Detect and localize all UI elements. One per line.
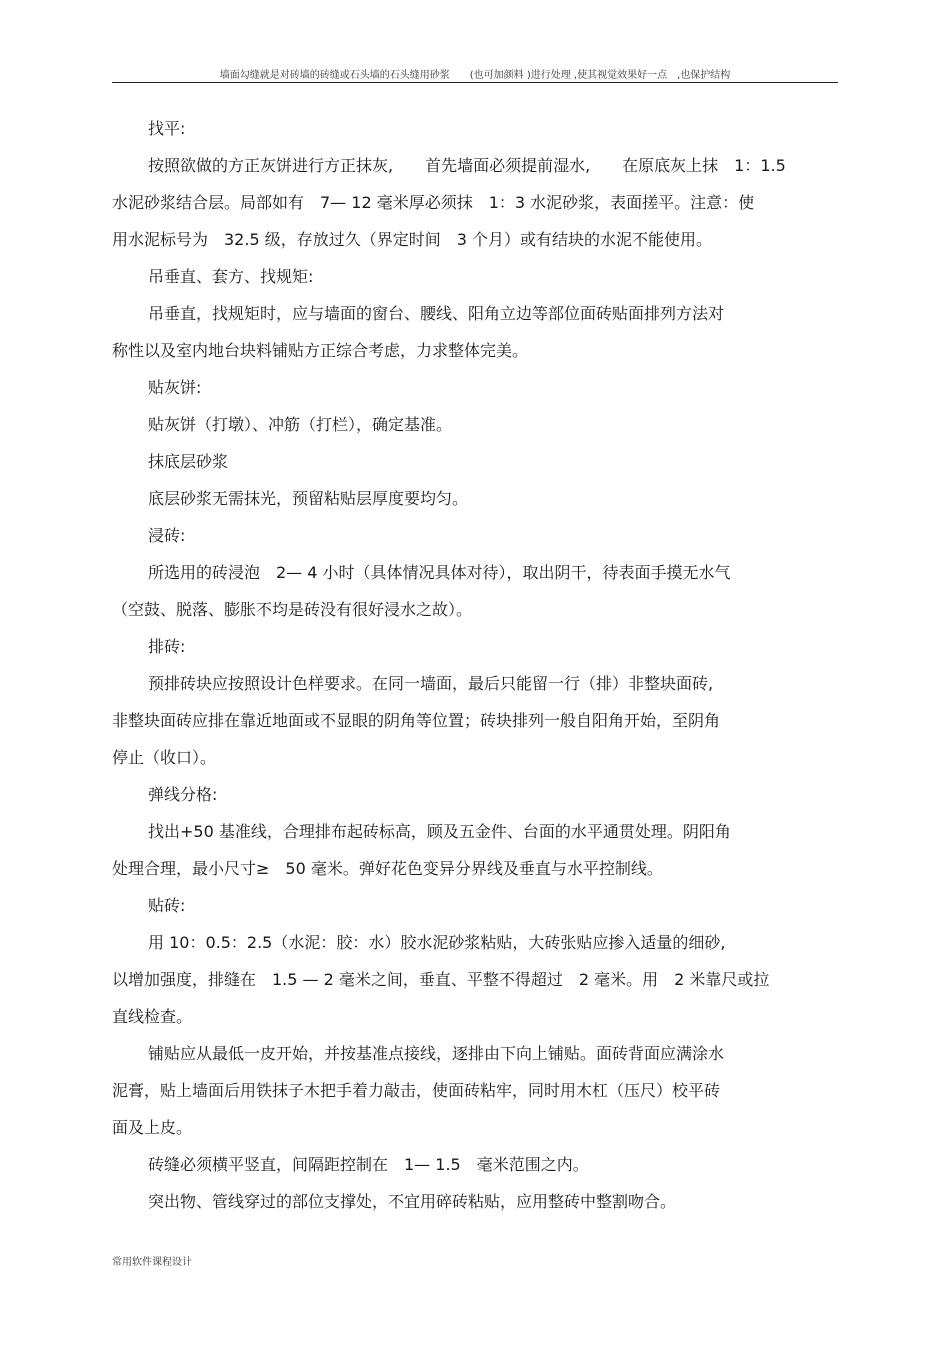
header-divider	[112, 82, 838, 83]
body-text-line: 面及上皮。	[112, 1118, 193, 1137]
document-body	[112, 110, 838, 1220]
body-text-line: 所选用的砖浸泡 2— 4 小时（具体情况具体对待），取出阴干，待表面手摸无水气	[148, 563, 731, 582]
body-text-line: 铺贴应从最低一皮开始，并按基准点接线，逐排由下向上铺贴。面砖背面应满涂水	[148, 1044, 725, 1063]
body-text-line: 用水泥标号为 32.5 级，存放过久（界定时间 3 个月）或有结块的水泥不能使用。	[112, 230, 712, 249]
body-text-line: 找平:	[148, 119, 186, 138]
body-text-line: 抹底层砂浆	[148, 452, 229, 471]
body-text-line: 贴灰饼（打墩）、冲筋（打栏），确定基准。	[148, 415, 453, 434]
body-text-line: 停止（收口）。	[112, 748, 217, 767]
body-text-line: 非整块面砖应排在靠近地面或不显眼的阴角等位置；砖块排列一般自阳角开始，至阴角	[112, 711, 721, 730]
body-text-line: （空鼓、脱落、膨胀不均是砖没有很好浸水之故）。	[112, 600, 473, 619]
body-text-line: 底层砂浆无需抹光，预留粘贴层厚度要均匀。	[148, 489, 469, 508]
body-text-line: 直线检查。	[112, 1007, 193, 1026]
body-text-line: 用 10：0.5：2.5（水泥：胶：水）胶水泥砂浆粘贴，大砖张贴应掺入适量的细砂,	[148, 933, 726, 952]
body-text-line: 砖缝必须横平竖直，间隔距控制在 1— 1.5 毫米范围之内。	[148, 1155, 589, 1174]
page-footer-text: 常用软件课程设计	[112, 1257, 192, 1268]
body-text-line: 排砖:	[148, 637, 186, 656]
page-header-text: 墙面勾缝就是对砖墙的砖缝或石头墙的石头缝用砂浆 (也可加颜料 )进行处理 ,使其视觉效果好一点 ,也保护结构	[219, 70, 731, 81]
body-text-line: 弹线分格:	[148, 785, 218, 804]
body-text-line: 称性以及室内地台块料铺贴方正综合考虑，力求整体完美。	[112, 341, 529, 360]
body-text-line: 突出物、管线穿过的部位支撑处，不宜用碎砖粘贴，应用整砖中整割吻合。	[148, 1192, 677, 1211]
body-text-line: 吊垂直，找规矩时，应与墙面的窗台、腰线、阳角立边等部位面砖贴面排列方法对	[148, 304, 725, 323]
body-text-line: 吊垂直、套方、找规矩:	[148, 267, 314, 286]
body-text-line: 贴灰饼:	[148, 378, 202, 397]
body-text-line: 浸砖:	[148, 526, 186, 545]
body-text-line: 水泥砂浆结合层。局部如有 7— 12 毫米厚必须抹 1：3 水泥砂浆，表面搓平。注意：使	[112, 193, 755, 212]
body-text-line: 按照欲做的方正灰饼进行方正抹灰, 首先墙面必须提前湿水, 在原底灰上抹 1：1.5	[148, 156, 786, 175]
body-text-line: 以增加强度，排缝在 1.5 — 2 毫米之间，垂直、平整不得超过 2 毫米。用 2 米靠尺或拉	[112, 970, 770, 989]
body-text-line: 处理合理，最小尺寸≥ 50 毫米。弹好花色变异分界线及垂直与水平控制线。	[112, 859, 663, 878]
body-text-line: 泥膏，贴上墙面后用铁抹子木把手着力敲击，使面砖粘牢，同时用木杠（压尺）校平砖	[112, 1081, 721, 1100]
body-text-line: 找出+50 基准线，合理排布起砖标高，顾及五金件、台面的水平通贯处理。阴阳角	[148, 822, 731, 841]
body-text-line: 贴砖:	[148, 896, 186, 915]
body-text-line: 预排砖块应按照设计色样要求。在同一墙面，最后只能留一行（排）非整块面砖,	[148, 674, 714, 693]
